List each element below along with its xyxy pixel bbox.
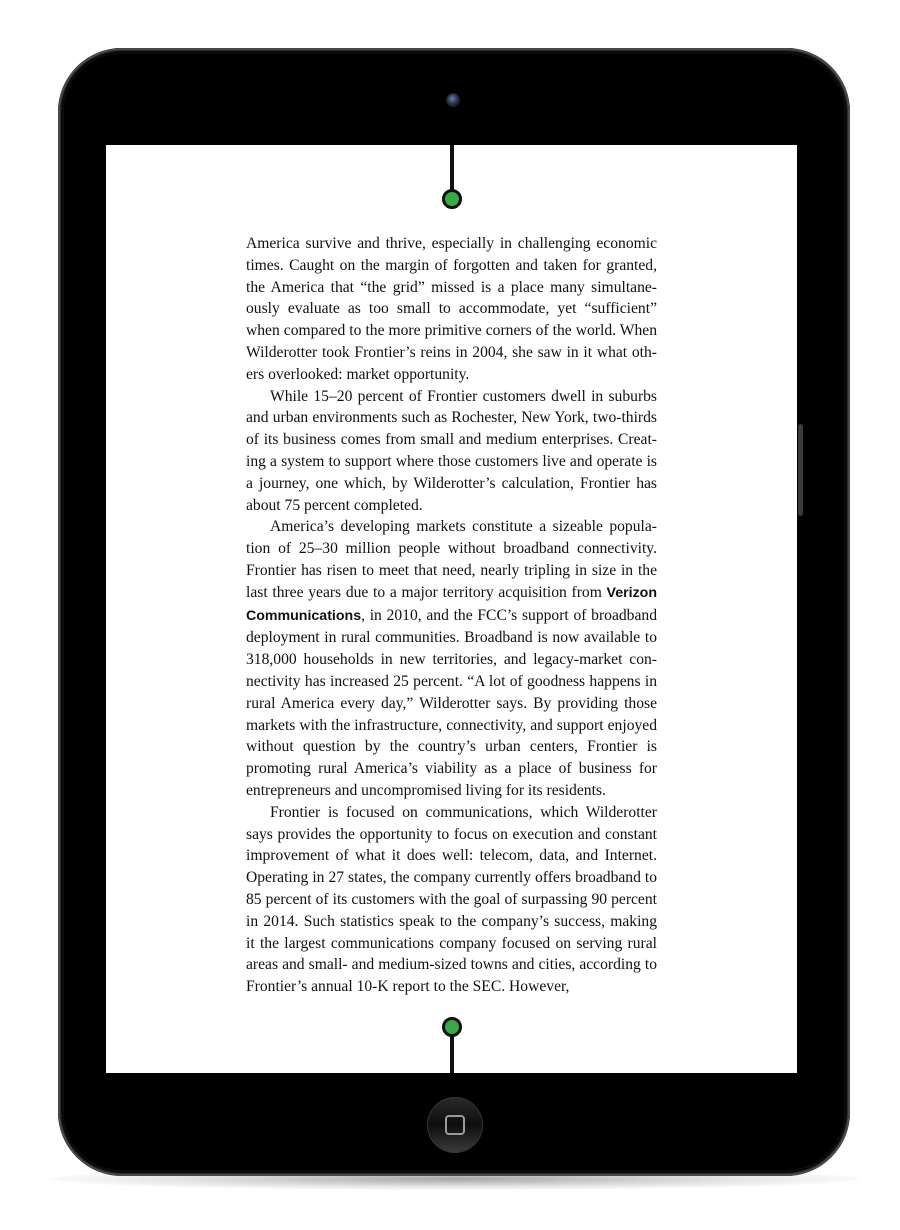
ebook-screen: [106, 145, 797, 1073]
page-body-text: [246, 233, 657, 998]
paragraph: [246, 802, 657, 998]
paragraph: [246, 386, 657, 517]
top-marker-stem: [450, 145, 454, 191]
company-name: Verizon Communications: [246, 584, 657, 624]
text-run: , in 2010, and the FCC’s support of broadband deployment in rural communities. Broadband is now available to 318,000 households in new territories, and legacy-market connectivity has increased 25 percent. “A lot of goodness happens in rural America every day,” Wilderotter says. By providing those markets with the infrastructure, connectivity, and support enjoyed without question by the country’s urban centers, Frontier is promoting rural America’s viability as a place of business for entrepreneurs and uncompromised living for its residents.: [246, 606, 657, 799]
bottom-marker-dot: [442, 1017, 462, 1037]
page-top-marker: [442, 145, 462, 213]
side-button[interactable]: [798, 424, 803, 516]
page-bottom-marker: [442, 1017, 462, 1073]
home-button[interactable]: [427, 1097, 483, 1153]
camera-icon: [447, 94, 459, 106]
bottom-marker-stem: [450, 1035, 454, 1073]
top-marker-dot: [442, 189, 462, 209]
paragraph: [246, 516, 657, 801]
home-button-icon: [445, 1115, 465, 1135]
text-run: Frontier is focused on communications, which Wilderotter says provides the opportunity to focus on execution and constant improvement of what it does well: telecom, data, and Internet. Operating in 27 states, the company currently offers broadband to 85 percent of its customers with the goal of surpassing 90 percent in 2014. Such statistics speak to the company’s success, making it the largest communications company focused on serving rural areas and small- and medium-sized towns and cities, according to Frontier’s annual 10-K report to the SEC. However,: [246, 803, 657, 996]
paragraph: [246, 233, 657, 386]
text-run: America’s developing markets constitute a sizeable population of 25–30 million people without broadband connectivity. Frontier has risen to meet that need, nearly tripling in size in the last three years due to a major territory acquisition from: [246, 518, 657, 601]
text-run: America survive and thrive, especially in challenging economic times. Caught on the margin of forgotten and taken for granted, the America that “the grid” missed is a place many simultaneously evaluate as too small to accommodate, yet “sufficient” when compared to the more primitive corners of the world. When Wilderotter took Frontier’s reins in 2004, she saw in it what others overlooked: market opportunity.: [246, 235, 657, 383]
text-run: While 15–20 percent of Frontier customers dwell in suburbs and urban environments such as Rochester, New York, two-thirds of its business comes from small and medium enterprises. Creating a system to support where those customers live and operate is a journey, one which, by Wilderotter’s calculation, Frontier has about 75 percent completed.: [246, 387, 657, 514]
